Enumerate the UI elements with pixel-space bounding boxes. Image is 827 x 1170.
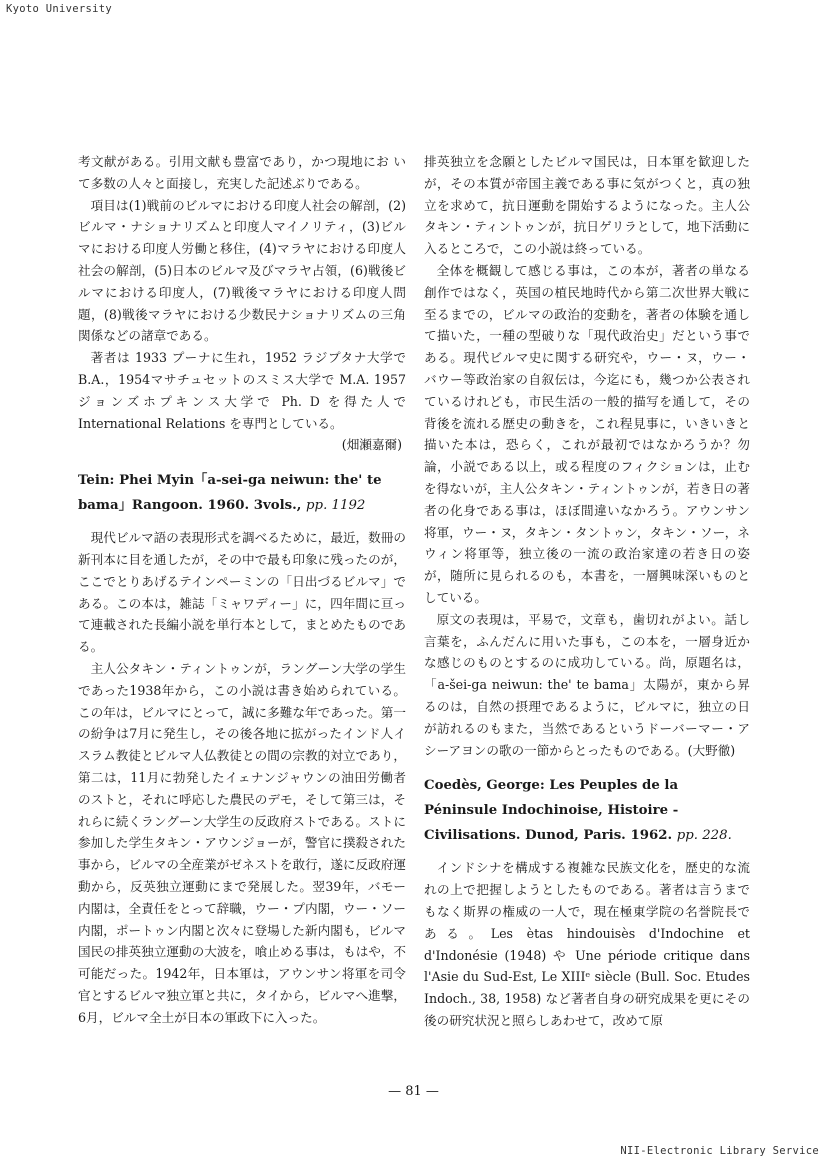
page-number: — 81 — <box>388 1084 439 1099</box>
footer-service: NII-Electronic Library Service <box>620 1145 819 1157</box>
paragraph: 現代ビルマ語の表現形式を調べるために，最近，数冊の新刊本に目を通したが，その中で最も印象に残ったのが，ここでとりあげるテインペーミンの「日出づるビルマ」である。この本は，雑誌「ミャワディー」に，四年間に亘って連載された長編小説を単行本として，まとめたものである。 <box>78 530 406 655</box>
paragraph: 全体を概観して感じる事は，この本が，著者の単なる創作ではなく，英国の植民地時代から第二次世界大戦に至るまでの，ビルマの政治的変動を，著者の体験を通して描いた，一種の型破りな「現代政治史」だという事である。現代ビルマ史に関する研究や，ウー・ヌ，ウー・バウー等政治家の自叙伝は，今迄にも，幾つか公表されているけれども，市民生活の一般的描写を通して，その背後を流れる歴史の動きを，これ程見事に，いきいきと描いた本は，恐らく，これが最初ではなかろうか？勿論，小説である以上，或る程度のフィクションは，止むを得ないが，主人公タキン・ティントゥンが，若き日の著者の化身である事は，ほぼ間違いなかろう。アウンサン将軍，ウー・ヌ，タキン・タントゥン，タキン・ソー，ネウィン将軍等，独立後の一流の政治家達の若き日の姿が，随所に見られるのも，本書を，一層興味深いものとしている。 <box>424 262 750 605</box>
reviewer-signature: (畑瀬嘉爾) <box>341 437 402 453</box>
paragraph: 著者は 1933 プーナに生れ，1952 ラジプタナ大学で B.A.，1954マサチュセットのスミス大学で M.A. 1957 ジョンズホプキンス大学で Ph. D を得た人で International Relations を専門としている。 <box>78 350 406 431</box>
paragraph: インドシナを構成する複雑な民族文化を，歴史的な流れの上で把握しようとしたものである。著者は言うまでもなく斯界の権威の一人で，現在極東学院の名誉院長である。Les ètas hindouisès d'Indochine et d'Indonésie (1948) や Une période critique dans l'Asie du Sud-Est, Le XIIIᵉ siècle (Bull. Soc. Etudes Indoch., 38, 1958) など著者自身の研究成果を更にその後の研究状況と照らしあわせて，改めて原 <box>424 860 750 1028</box>
right-column <box>424 151 750 1032</box>
book-entry-heading <box>424 773 750 848</box>
paragraph: 項目は(1)戦前のビルマにおける印度人社会の解剖，(2)ビルマ・ナショナリズムと印度人マイノリティ，(3)ビルマにおける印度人労働と移住，(4)マラヤにおける印度人社会の解剖，(5)日本のビルマ及びマラヤ占領，(6)戦後ビルマにおける印度人，(7)戦後マラヤにおける印度人問題，(8)戦後マラヤにおける少数民ナショナリズムの三角関係などの諸章である。 <box>78 197 406 344</box>
paragraph: 原文の表現は，平易で，文章も，歯切れがよい。話し言葉を，ふんだんに用いた事も，この本を，一層身近かな感じのものとするのに成功している。尚，原題名は，「a-šei-ga neiwun: the' te bama」太陽が，東から昇るのは，自然の摂理であるように，ビルマに，独立の日が訪れるのもまた，当然であるというドーバーマー・アシーアヨンの歌の一節からとったものである。(大野徹) <box>424 611 750 758</box>
paragraph: 考文献がある。引用文献も豊富であり，かつ現地にお いて多数の人々と面接し，充実した記述ぶりである。 <box>78 154 406 191</box>
book-entry-pages: pp. 1192 <box>306 498 366 514</box>
book-entry-title: Tein: Phei Myin「a-sei-ga neiwun: the' te bama」Rangoon. 1960. 3vols., <box>78 473 382 514</box>
header-institution: Kyoto University <box>6 3 112 15</box>
paragraph: 主人公タキン・ティントゥンが，ラングーン大学の学生であった1938年から，この小説は書き始められている。この年は，ビルマにとって，誠に多難な年であった。第一の紛争は7月に発生し，その後各地に拡がったインド人イスラム教徒とビルマ人仏教徒との間の宗教的対立であり，第二は，11月に勃発したイェナンジャウンの油田労働者のストと，それに呼応した農民のデモ，そして第三は，それらに続くラングーン大学生の反政府ストである。ストに参加した学生タキン・アウンジョーが，警官に撲殺された事から，ビルマの全産業がゼネストを敢行，遂に反政府運動から，反英独立運動にまで発展した。翌39年，バモー内閣は，全責任をとって辞職，ウー・プ内閣，ウー・ソー内閣，ポートゥン内閣と次々に登場した新内閣も，ビルマ国民の排英独立運動の大波を，喰止める事は，もはや，不可能だった。1942年，日本軍は，アウンサン将軍を司令官とするビルマ独立軍と共に，タイから，ビルマへ進撃，6月，ビルマ全土が日本の軍政下に入った。 <box>78 660 406 1025</box>
book-entry-pages: pp. 228. <box>676 828 732 844</box>
book-entry-heading <box>78 468 406 518</box>
book-entry-title: Coedès, George: Les Peuples de la Péninsule Indochinoise, Histoire -Civilisations. Dunod, Paris. 1962. <box>424 778 679 844</box>
left-column <box>78 151 406 1028</box>
paragraph: 排英独立を念願としたビルマ国民は，日本軍を歓迎したが，その本質が帝国主義である事に気がつくと，真の独立を求めて，抗日運動を開始するようになった。主人公タキン・ティントゥンが，抗日ゲリラとして，地下活動に入るところで，この小説は終っている。 <box>424 154 750 257</box>
